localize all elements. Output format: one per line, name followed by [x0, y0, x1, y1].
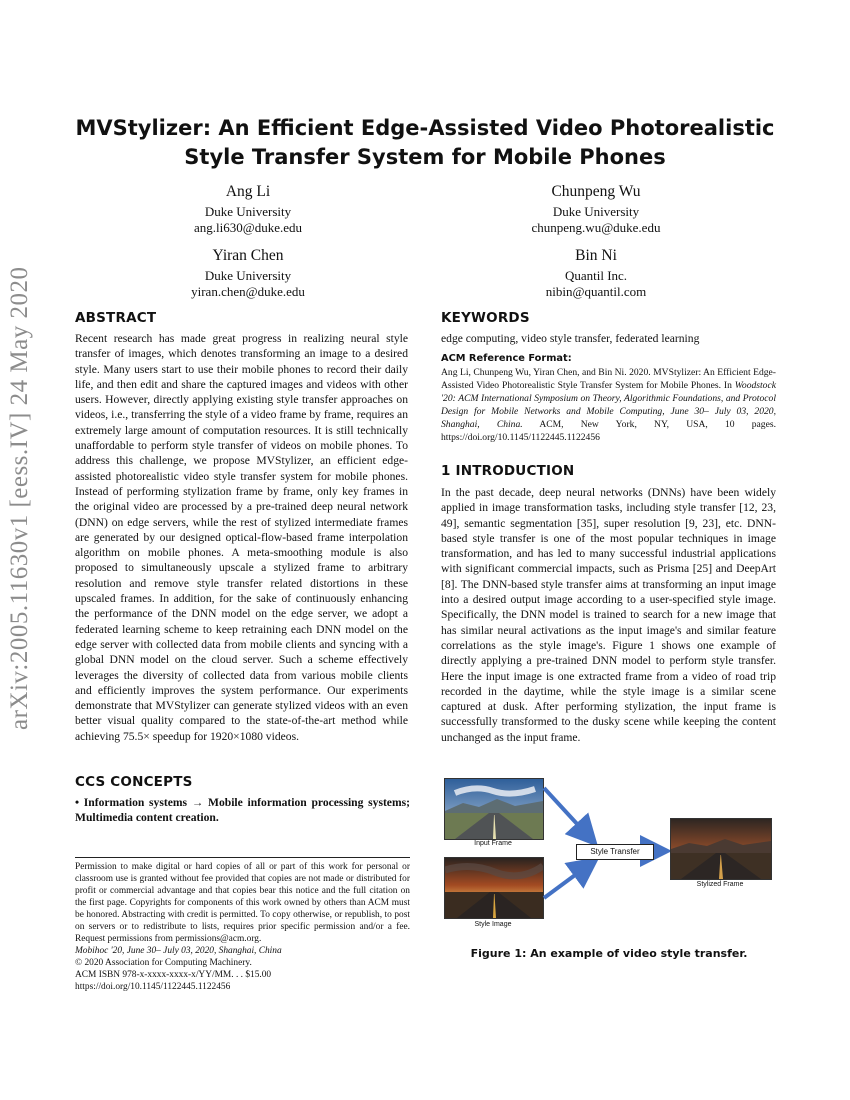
keywords-heading: KEYWORDS [441, 310, 530, 326]
author-block [476, 248, 716, 300]
author-block [128, 248, 368, 300]
paper-title: MVStylizer: An Efficient Edge-Assisted Video Photorealistic Style Transfer System for Mobile Phones [75, 116, 775, 169]
author-email: yiran.chen@duke.edu [191, 284, 305, 299]
doi-line: https://doi.org/10.1145/1122445.1122456 [75, 982, 231, 992]
isbn-line: ACM ISBN 978-x-xxxx-xxxx-x/YY/MM. . . $15.00 [75, 970, 272, 980]
venue-line: Mobihoc '20, June 30– July 03, 2020, Shanghai, China [75, 946, 282, 956]
input-frame-label: Input Frame [474, 840, 512, 847]
author-affiliation: Duke University [204, 268, 292, 283]
acm-ref-part2: ACM, New York, NY, USA, 10 pages. https://doi.org/10.1145/1122445.1122456 [441, 419, 776, 443]
acm-ref-venue: Woodstock '20: ACM International Symposium on Theory, Algorithmic Foundations, and Protocol Design for Mobile Networks and Mobile Computing, June 30– July 03, 2020, Shanghai, China. [441, 380, 776, 430]
arrow-input-to-transfer [544, 788, 590, 838]
stylized-frame-label: Stylized Frame [696, 881, 744, 888]
author-name: Yiran Chen [212, 247, 284, 264]
acm-ref-part1: Ang Li, Chunpeng Wu, Yiran Chen, and Bin Ni. 2020. MVStylizer: An Efficient Edge-Assisted Video Photorealistic Style Transfer System for Mobile Phones. In [441, 367, 776, 391]
abstract-heading: ABSTRACT [75, 310, 157, 326]
stylized-frame-image [670, 818, 772, 880]
introduction-heading: 1 INTRODUCTION [441, 463, 575, 479]
author-email: nibin@quantil.com [545, 284, 647, 299]
figure-caption: Figure 1: An example of video style transfer. [470, 947, 748, 960]
author-block [476, 184, 716, 236]
keywords-text: edge computing, video style transfer, federated learning [441, 332, 700, 345]
arrow-style-to-transfer [544, 864, 590, 898]
acm-ref-heading: ACM Reference Format: [441, 353, 572, 364]
author-name: Bin Ni [575, 247, 617, 264]
abstract-text: Recent research has made great progress in realizing neural style transfer of images, which denotes transforming an image to a desired style. Many users start to use their mobile phones to record their daily life, and then edit and share the captured images and videos with other users. However, directly applying existing style transfer approaches on videos, i.e., transferring the style of a video frame by frame, requires an extremely large amount of computation resources. It is still technically unaffordable to perform style transfer of videos on mobile phones. To address this challenge, we propose MVStylizer, an efficient edge-assisted photorealistic video style transfer system for mobile phones. Instead of performing stylization frame by frame, only key frames in the original video are processed by a pre-trained deep neural network (DNN) on edge servers, while the rest of stylized intermediate frames are generated by our designed optical-flow-based frame interpolation algorithm on mobile phones. A meta-smoothing module is also proposed to simultaneously upscale a stylized frame to arbitrary resolution and remove style transfer related distortions in these upscaled frames. In addition, for the sake of continuously enhancing the performance of the DNN model on the edge server, we adopt a federated learning scheme to keep retraining each DNN model on the edge server with collected data from mobile clients and syncing with a global DNN model on the cloud server. Such a scheme effectively leverages the diversity of collected data from various mobile clients and efficiently improves the system performance. Our experiments demonstrate that MVStylizer can generate stylized videos with an even better visual quality compared to the state-of-the-art method while achieving 75.5× speedup for 1920×1080 videos. [75, 332, 408, 743]
author-affiliation: Duke University [552, 204, 640, 219]
acm-ref-text [441, 366, 776, 444]
ccs-text: • Information systems → Mobile information processing systems; Multimedia content creation. [75, 796, 410, 825]
style-image [444, 857, 544, 919]
author-affiliation: Quantil Inc. [564, 268, 628, 283]
author-email: ang.li630@duke.edu [193, 220, 302, 235]
ccs-heading: CCS CONCEPTS [75, 774, 193, 790]
introduction-text: In the past decade, deep neural networks (DNNs) have been widely applied in image transformation tasks, including style transfer [12, 23, 49], semantic segmentation [35], super resolution [9, 23], etc. DNN-based style transfer is one of the most popular techniques in image transformation, and has led to many successful industrial applications with significant commercial impacts, such as Prisma [25] and DeepArt [8]. The DNN-based style transfer aims at transforming an input image into a desired output image according to a user-specified style image. Specifically, the DNN model is trained to search for a new image that has similar neural activations as the input image's and similar feature correlations as the style image's. Figure 1 shows one example of directly applying a pre-trained DNN model to perform style transfer. Here the input image is one extracted frame from a video of road trip recorded in the daytime, while the style image is a similar scene captured at dusk. After performing stylization, the input frame is successfully transformed to the dusky scene while keeping the content unchanged as the input frame. [441, 486, 776, 744]
author-name: Chunpeng Wu [551, 183, 641, 200]
author-email: chunpeng.wu@duke.edu [531, 220, 661, 235]
permission-notice: Permission to make digital or hard copies of all or part of this work for personal or classroom use is granted without fee provided that copies are not made or distributed for profit or commercial advantage and that copies bear this notice and the full citation on the first page. Copyrights for components of this work owned by others than ACM must be honored. Abstracting with credit is permitted. To copy otherwise, or republish, to post on servers or to redistribute to lists, requires prior specific permission and/or a fee. Request permissions from permissions@acm.org. [75, 862, 410, 944]
author-affiliation: Duke University [204, 204, 292, 219]
footnote [75, 861, 410, 993]
input-frame-image [444, 778, 544, 840]
footnote-rule [75, 857, 410, 858]
author-name: Ang Li [225, 183, 271, 200]
arxiv-identifier: arXiv:2005.11630v1 [eess.IV] 24 May 2020 [6, 266, 33, 730]
author-block [128, 184, 368, 236]
copyright-line: © 2020 Association for Computing Machinery. [75, 958, 252, 968]
style-transfer-box: Style Transfer [576, 844, 654, 860]
style-image-label: Style Image [474, 921, 512, 928]
